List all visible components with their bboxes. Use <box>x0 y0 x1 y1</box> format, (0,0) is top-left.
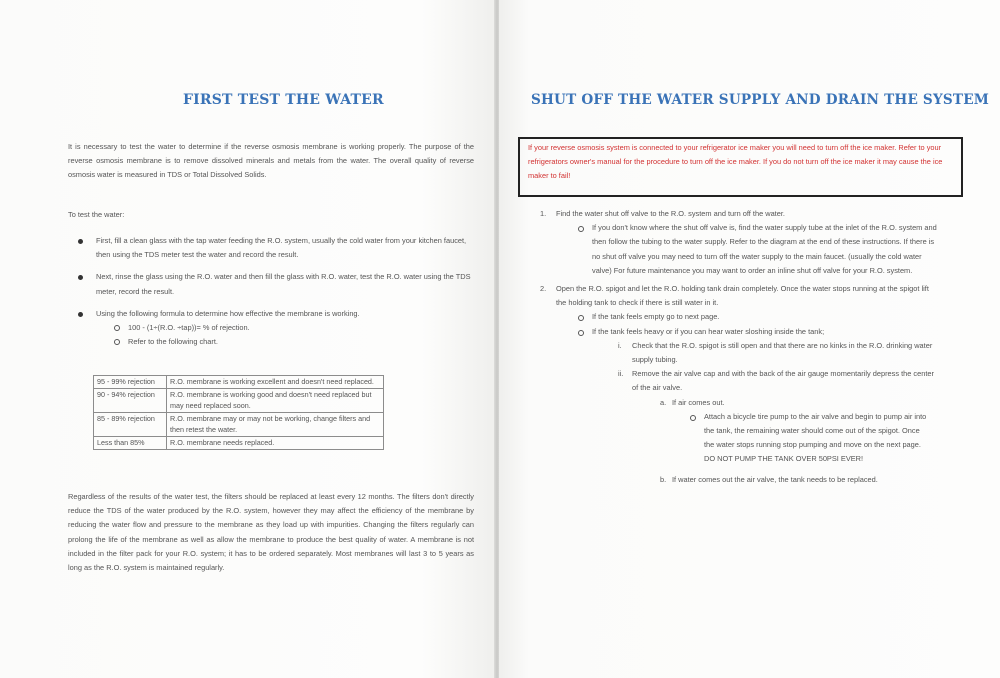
list-item: First, fill a clean glass with the tap water feeding the R.O. system, usually the cold water from your kitchen faucet, then using the TDS meter test the water and record the result. <box>74 234 476 262</box>
to-test-label: To test the water: <box>68 210 125 219</box>
sub-list-item: a. If air comes out. Attach a bicycle tire pump to the air valve and begin to pump air into the tank, the remaining water should come out of the spigot. Once the water stops running stop pumping and move on the next page. DO NOT PUMP THE TANK OVER 50PSI EVER! <box>660 396 940 467</box>
sub-list-item: ii. Remove the air valve cap and with the back of the air gauge momentarily depress the center of the air valve. a. If air comes out. Attach a bicycle tire pump to the air valve and begin to pump air into the tank, the remaining water should come out of the spigot. Once the water stops running stop pumping and move on the next page. DO NOT PUMP THE TANK OVER 50PSI EVER! b. If water comes out the air valve, the tank needs to be replaced. <box>618 367 940 487</box>
bullet-icon <box>78 239 83 244</box>
circle-bullet-icon <box>690 415 696 421</box>
table-row: 85 - 89% rejection R.O. membrane may or may not be working, change filters and then retest the water. <box>94 413 384 437</box>
list-item: Using the following formula to determine how effective the membrane is working. 100 - (1÷(R.O. ÷tap))= % of rejection. Refer to the following chart. <box>74 307 476 350</box>
list-item: 1. Find the water shut off valve to the R.O. system and turn off the water. If you don't know where the shut off valve is, find the water supply tube at the inlet of the R.O. system and then follow the tubing to the water supply. Refer to the diagram at the end of these instructions. If there is no shut off valve you may need to turn off the water supply to the main faucet. (usually the cold water valve) For future maintenance you may want to order an inline shut off valve for your R.O. system. <box>540 207 940 278</box>
sub-list-item: If you don't know where the shut off valve is, find the water supply tube at the inlet of the R.O. system and then follow the tubing to the water supply. Refer to the diagram at the end of these instructions. If there is no shut off valve you may need to turn off the water supply to the main faucet. (usually the cold water valve) For future maintenance you may want to order an inline shut off valve for your R.O. system. <box>578 221 940 278</box>
bullet-icon <box>78 312 83 317</box>
table-row: 90 - 94% rejection R.O. membrane is working good and doesn't need replaced but may need replaced soon. <box>94 389 384 413</box>
sub-list-item: b. If water comes out the air valve, the tank needs to be replaced. <box>660 474 878 484</box>
sub-list-item: i. Check that the R.O. spigot is still open and that there are no kinks in the R.O. drinking water supply tubing. <box>618 340 933 365</box>
sub-list-item: 100 - (1÷(R.O. ÷tap))= % of rejection. <box>114 321 476 335</box>
page-title: FIRST TEST THE WATER <box>183 92 384 108</box>
circle-bullet-icon <box>114 339 120 345</box>
table-row: Less than 85% R.O. membrane needs replaced. <box>94 437 384 450</box>
list-item: 2. Open the R.O. spigot and let the R.O. holding tank drain completely. Once the water stops running at the spigot lift the holding tank to check if there is still water in it. If the tank feels empty go to next page. If the tank feels heavy or if you can hear water sloshing inside the tank; i. Check that the R.O. spigot is still open and that there are no kinks in the R.O. drinking water supply tubing. ii. Remove the air valve cap and with the back of the air gauge momentarily depress the center of the air valve. a. If air comes out. Attach a bicycle tire pump to the air valve and begin to pump air into the tank, the remaining water should come out of the spigot. Once the water stops running stop pumping and move on the next page. DO NOT PUMP THE TANK OVER 50PSI EVER! b. If water comes out the air valve, the tank needs to be replaced. <box>540 282 940 487</box>
circle-bullet-icon <box>114 325 120 331</box>
circle-bullet-icon <box>578 226 584 232</box>
rejection-rate-table <box>93 375 384 450</box>
sub-list-item: If the tank feels heavy or if you can hear water sloshing inside the tank; i. Check that the R.O. spigot is still open and that there are no kinks in the R.O. drinking water supply tubing. ii. Remove the air valve cap and with the back of the air gauge momentarily depress the center of the air valve. a. If air comes out. Attach a bicycle tire pump to the air valve and begin to pump air into the tank, the remaining water should come out of the spigot. Once the water stops running stop pumping and move on the next page. DO NOT PUMP THE TANK OVER 50PSI EVER! b. If water comes out the air valve, the tank needs to be replaced. <box>578 325 940 487</box>
table-row: 95 - 99% rejection R.O. membrane is working excellent and doesn't need replaced. <box>94 376 384 389</box>
circle-bullet-icon <box>578 330 584 336</box>
circle-bullet-icon <box>578 315 584 321</box>
left-page <box>0 0 496 678</box>
drain-steps-list <box>540 207 940 487</box>
warning-box: If your reverse osmosis system is connected to your refrigerator ice maker you will need to turn off the ice maker. Refer to your refrigerators owner's manual for the procedure to turn off the ice maker. If you do not turn off the ice maker it may cause the ice maker to fail! <box>518 137 963 197</box>
sub-list-item: Attach a bicycle tire pump to the air valve and begin to pump air into the tank, the remaining water should come out of the spigot. Once the water stops running stop pumping and move on the next page. DO NOT PUMP THE TANK OVER 50PSI EVER! <box>690 410 929 467</box>
sub-list-item: Refer to the following chart. <box>114 335 476 349</box>
intro-paragraph: It is necessary to test the water to determine if the reverse osmosis membrane is working properly. The purpose of the reverse osmosis membrane is to remove dissolved minerals and metals from the water. The overall quality of reverse osmosis water is measured in TDS or Total Dissolved Solids. <box>68 142 474 180</box>
test-steps-list <box>74 234 476 349</box>
maintenance-paragraph: Regardless of the results of the water test, the filters should be replaced at least every 12 months. The filters don't directly reduce the TDS of the water produced by the R.O. system, however they may affect the efficiency of the membrane by reducing the water flow and pressure to the membrane as they load up with impurities. Changing the filters regularly can prolong the life of the membrane as well as allow the membrane to produce the best quality of water. A membrane is not included in the filter pack for your R.O. system; it has to be ordered separately. Most membranes will last 3 to 5 years as long as the R.O. system is maintained regularly. <box>68 492 474 573</box>
list-item: Next, rinse the glass using the R.O. water and then fill the glass with R.O. water, test the R.O. water using the TDS meter, record the result. <box>74 270 476 298</box>
page-title: SHUT OFF THE WATER SUPPLY AND DRAIN THE SYSTEM <box>531 92 989 108</box>
bullet-icon <box>78 275 83 280</box>
sub-list-item: If the tank feels empty go to next page. <box>578 310 940 324</box>
